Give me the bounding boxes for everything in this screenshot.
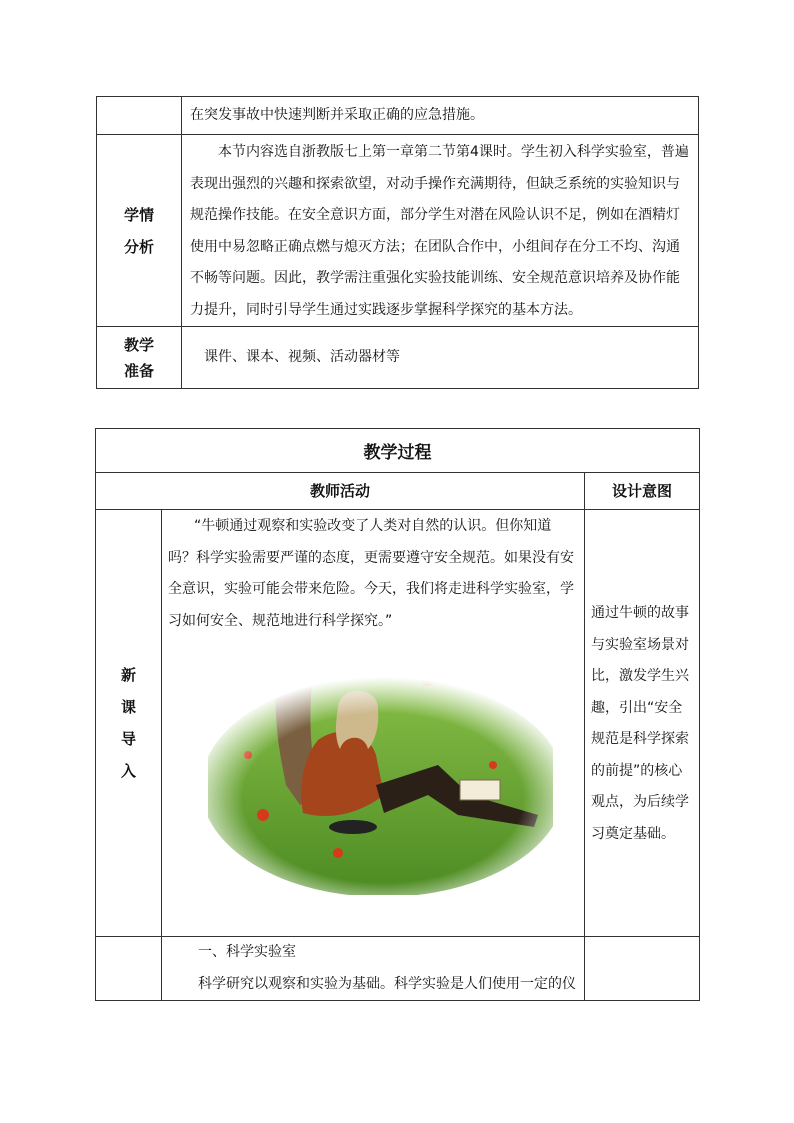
xueqing-label-cell <box>97 135 182 327</box>
stage1-design-text: 通过牛顿的故事与实验室场景对比，激发学生兴趣，引出“安全规范是科学探索的前提”的核心观点，为后续学习奠定基础。 <box>591 605 689 842</box>
stage1-teacher-text: “牛顿通过观察和实验改变了人类对自然的认识。但你知道吗？科学实验需要严谨的态度，更需要遵守安全规范。如果没有安全意识，实验可能会带来危险。今天，我们将走进科学实验室，学习如何安全、规范地进行科学探究。” <box>168 518 574 629</box>
stage1-teacher-cell <box>162 510 585 937</box>
zhunbei-text: 课件、课本、视频、活动器材等 <box>204 348 400 365</box>
process-title-cell <box>96 429 700 473</box>
stage2-text: 科学研究以观察和实验为基础。科学实验是人们使用一定的仪 <box>198 975 576 992</box>
stage1-label-cell <box>96 510 162 937</box>
apple <box>333 848 343 858</box>
stage1-label-char: 入 <box>120 762 136 780</box>
stage1-label-char: 新 <box>120 666 136 684</box>
xueqing-paragraph: 本节内容选自浙教版七上第一章第二节第4课时。学生初入科学实验室，普遍表现出强烈的兴趣和探索欲望，对动手操作充满期待，但缺乏系统的实验知识与规范操作技能。在安全意识方面，部分学生对潜在风险认识不足，例如在酒精灯使用中易忽略正确点燃与熄灭方法；在团队合作中，小组间存在分工不均、沟通不畅等问题。因此，教学需注重强化实验技能训练、安全规范意识培养及协作能力提升，同时引导学生通过实践逐步掌握科学探究的基本方法。 <box>190 144 689 318</box>
teacher-activity-header: 教师活动 <box>309 482 370 500</box>
zhunbei-label-cell <box>97 327 182 389</box>
emergency-measure-text: 在突发事故中快速判断并采取正确的应急措施。 <box>190 106 484 123</box>
empty-label-cell <box>97 97 182 135</box>
apple <box>422 674 434 686</box>
book <box>460 780 500 800</box>
stage2-design-cell <box>585 937 700 1001</box>
process-title: 教学过程 <box>363 443 432 463</box>
emergency-measure-cell <box>182 97 699 135</box>
xueqing-label-line1: 学情 <box>123 205 154 224</box>
lesson-info-table <box>96 96 699 389</box>
teaching-process-table <box>95 428 700 1001</box>
teacher-activity-header-cell <box>96 473 585 510</box>
xueqing-label-line2: 分析 <box>123 237 154 256</box>
stage2-label-cell <box>96 937 162 1001</box>
newton-apple-tree-illustration <box>208 645 553 895</box>
design-intent-header-cell <box>585 473 700 510</box>
apple <box>257 809 269 821</box>
design-intent-header: 设计意图 <box>611 482 672 500</box>
stage1-design-cell <box>585 510 700 937</box>
xueqing-content-cell <box>182 135 699 327</box>
zhunbei-label-line2: 准备 <box>123 361 154 380</box>
apple <box>489 761 497 769</box>
apple <box>244 751 252 759</box>
zhunbei-label-line1: 教学 <box>123 335 154 354</box>
zhunbei-content-cell <box>182 327 699 389</box>
hat <box>329 820 377 834</box>
stage2-heading: 一、科学实验室 <box>198 944 296 960</box>
stage1-label-char: 导 <box>120 730 136 748</box>
stage2-teacher-cell <box>162 937 585 1001</box>
stage1-label-char: 课 <box>120 698 136 716</box>
